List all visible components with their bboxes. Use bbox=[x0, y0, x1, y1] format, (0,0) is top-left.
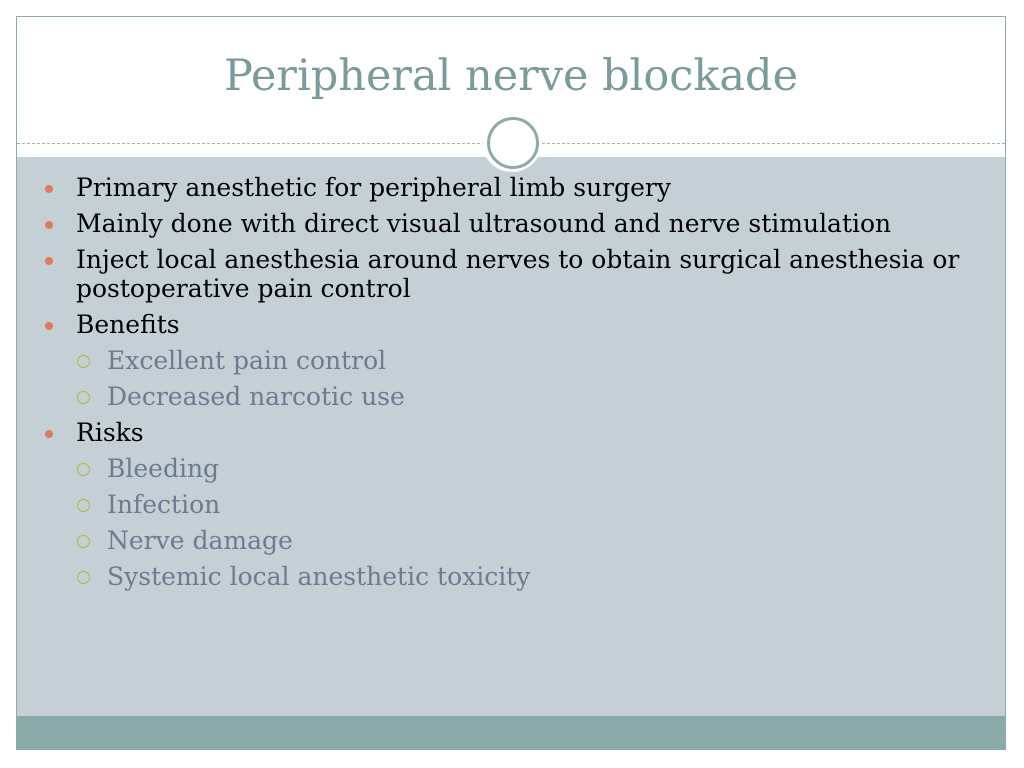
filled-circle-bullet-icon bbox=[45, 221, 53, 229]
filled-circle-bullet-icon bbox=[45, 322, 53, 330]
bullet-text: Benefits bbox=[76, 310, 180, 339]
sub-bullet-text: Infection bbox=[107, 490, 221, 519]
bullet-list bbox=[17, 173, 1005, 598]
hollow-circle-bullet-icon bbox=[77, 463, 90, 476]
sub-bullet-text: Excellent pain control bbox=[107, 346, 387, 375]
ring-badge-icon bbox=[487, 117, 539, 169]
slide-title: Peripheral nerve blockade bbox=[223, 51, 799, 101]
bullet-item bbox=[17, 418, 966, 447]
hollow-circle-bullet-icon bbox=[77, 535, 90, 548]
hollow-circle-bullet-icon bbox=[77, 391, 90, 404]
footer-band bbox=[17, 716, 1005, 750]
sub-bullet-text: Nerve damage bbox=[107, 526, 293, 555]
sub-bullet-item bbox=[17, 346, 1005, 375]
sub-bullet-item bbox=[17, 382, 1005, 411]
hollow-circle-bullet-icon bbox=[77, 571, 90, 584]
sub-bullet-item bbox=[17, 562, 1005, 591]
hollow-circle-bullet-icon bbox=[77, 355, 90, 368]
sub-bullet-text: Bleeding bbox=[107, 454, 220, 483]
sub-bullet-text: Systemic local anesthetic toxicity bbox=[107, 562, 531, 591]
sub-bullet-text: Decreased narcotic use bbox=[107, 382, 405, 411]
filled-circle-bullet-icon bbox=[45, 257, 53, 265]
sub-bullet-item bbox=[17, 454, 1005, 483]
bullet-item bbox=[17, 209, 966, 238]
bullet-text: Mainly done with direct visual ultrasound and nerve stimulation bbox=[76, 209, 892, 238]
bullet-text: Inject local anesthesia around nerves to obtain surgical anesthesia or postoperative pain control bbox=[76, 245, 960, 303]
bullet-text: Risks bbox=[76, 418, 144, 447]
slide bbox=[16, 16, 1006, 750]
sub-bullet-item bbox=[17, 490, 1005, 519]
filled-circle-bullet-icon bbox=[45, 430, 53, 438]
hollow-circle-bullet-icon bbox=[77, 499, 90, 512]
bullet-item bbox=[17, 245, 966, 303]
sub-bullet-item bbox=[17, 526, 1005, 555]
filled-circle-bullet-icon bbox=[45, 185, 53, 193]
bullet-item bbox=[17, 173, 966, 202]
bullet-text: Primary anesthetic for peripheral limb surgery bbox=[76, 173, 672, 202]
bullet-item bbox=[17, 310, 966, 339]
